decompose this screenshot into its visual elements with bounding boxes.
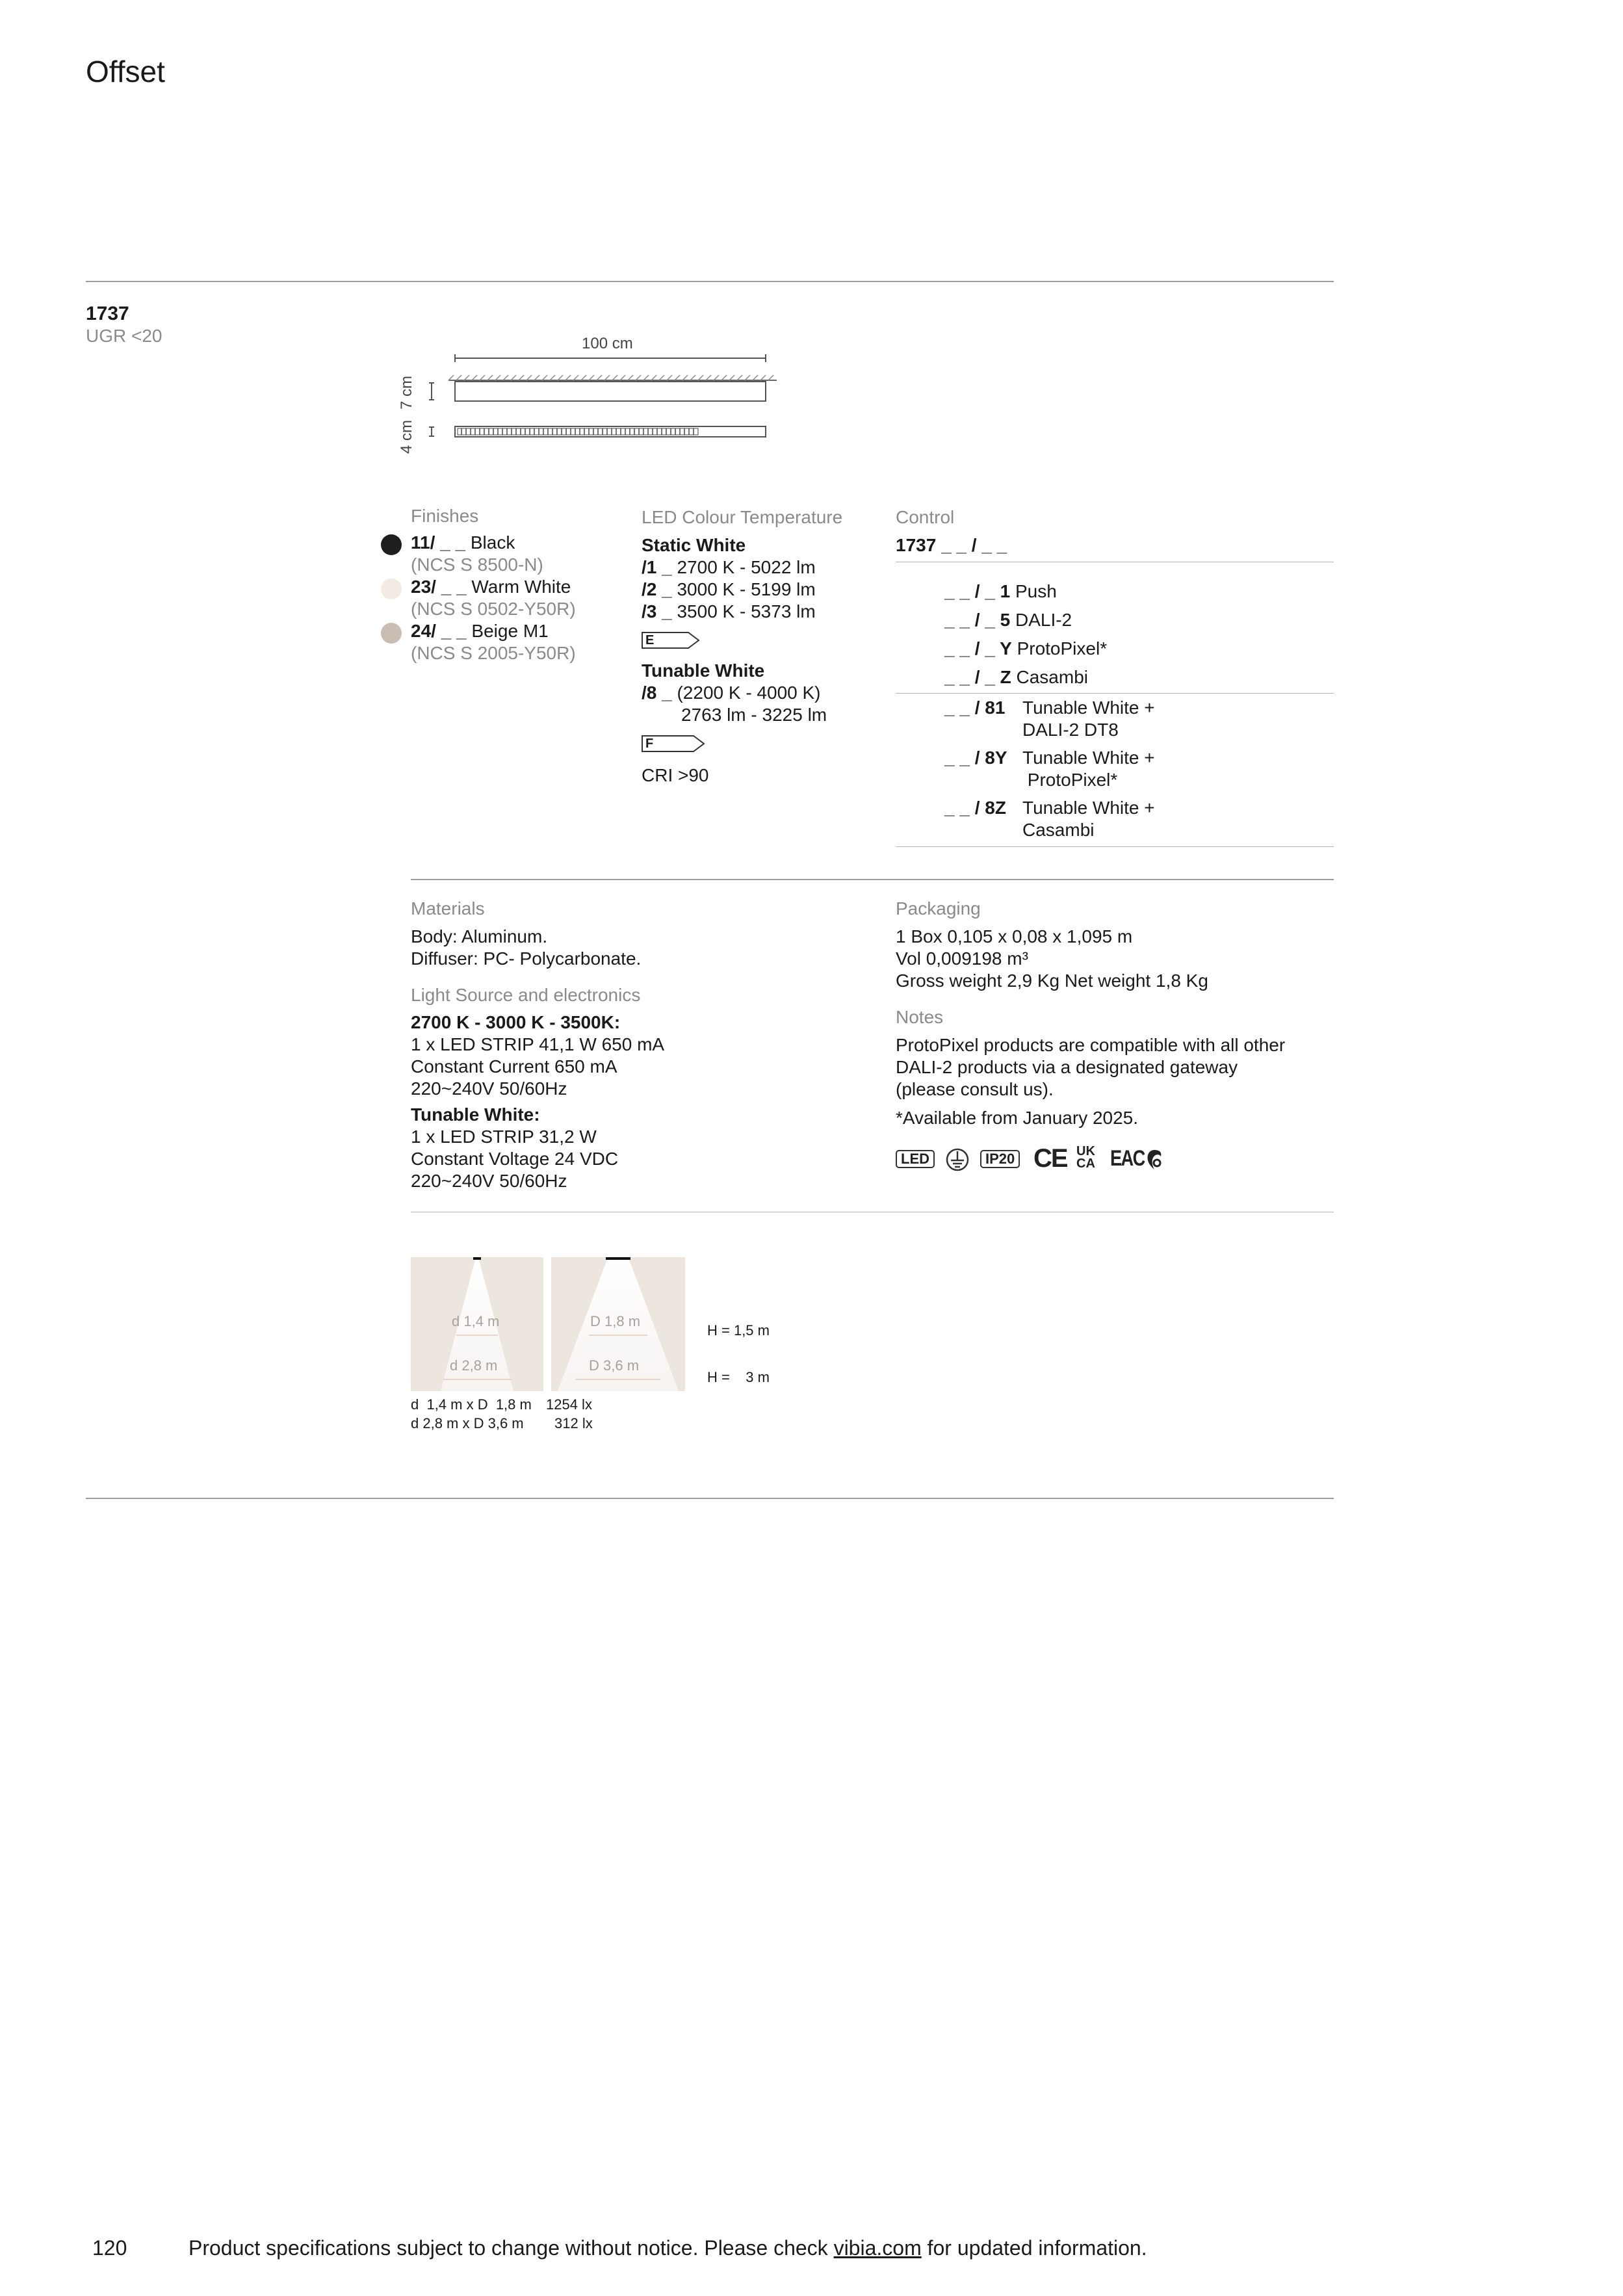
bottom-divider bbox=[86, 1498, 1334, 1499]
top-divider bbox=[86, 281, 1334, 282]
energy-label-f: F bbox=[642, 735, 705, 752]
light-source-static-title: 2700 K - 3000 K - 3500K: bbox=[411, 1012, 621, 1032]
length-label: 100 cm bbox=[582, 335, 633, 352]
recycle-icon bbox=[1144, 1147, 1165, 1172]
control-divider bbox=[896, 693, 1334, 694]
swatch-beige bbox=[381, 623, 402, 644]
notes-line: DALI-2 products via a designated gateway bbox=[896, 1057, 1238, 1077]
notes-line: (please consult us). bbox=[896, 1079, 1054, 1099]
notes-line: ProtoPixel products are compatible with all other bbox=[896, 1035, 1286, 1055]
light-source-line: 1 x LED STRIP 41,1 W 650 mA bbox=[411, 1034, 665, 1054]
control-item: _ _ / _ 5 DALI-2 bbox=[944, 610, 1072, 630]
light-source-heading: Light Source and electronics bbox=[411, 985, 641, 1005]
energy-label-e: E bbox=[642, 632, 700, 649]
photometry-row-2-lux: 312 lx bbox=[554, 1415, 593, 1431]
materials-diffuser: Diffuser: PC- Polycarbonate. bbox=[411, 948, 642, 969]
control-item: _ _ / _ Z Casambi bbox=[944, 667, 1088, 687]
packaging-vol: Vol 0,009198 m³ bbox=[896, 948, 1028, 969]
photometry-row-1-lux: 1254 lx bbox=[546, 1396, 592, 1413]
height-1: H = 1,5 m bbox=[707, 1322, 770, 1338]
footer-note: Product specifications subject to change without notice. Please check vibia.com for updated information. bbox=[188, 2236, 1147, 2260]
finish-item: 11/ _ _ Black bbox=[411, 532, 515, 553]
control-tunable-code: _ _ / 8Z bbox=[944, 798, 1006, 818]
finish-ncs: (NCS S 8500-N) bbox=[411, 554, 543, 575]
cri-value: CRI >90 bbox=[642, 765, 709, 785]
eac-mark-icon: EAC bbox=[1110, 1146, 1145, 1171]
materials-heading: Materials bbox=[411, 898, 485, 919]
swatch-warm-white bbox=[381, 579, 402, 599]
light-source-line: Constant Voltage 24 VDC bbox=[411, 1149, 619, 1169]
swatch-black bbox=[381, 534, 402, 555]
static-item: /3 _ 3500 K - 5373 lm bbox=[642, 601, 816, 621]
control-tunable-line: Tunable White + bbox=[1022, 798, 1155, 818]
dimension-drawing bbox=[398, 328, 780, 458]
led-cert-icon: LED bbox=[896, 1150, 935, 1168]
vibia-link[interactable]: vibia.com bbox=[833, 2236, 922, 2260]
photometry-row-2-dims: d 2,8 m x D 3,6 m bbox=[411, 1415, 524, 1431]
light-source-line: Constant Current 650 mA bbox=[411, 1056, 617, 1076]
beam-diagram-narrow bbox=[411, 1257, 543, 1391]
finish-item: 23/ _ _ Warm White bbox=[411, 577, 571, 597]
notes-heading: Notes bbox=[896, 1007, 944, 1027]
materials-body: Body: Aluminum. bbox=[411, 926, 548, 946]
tunable-item: /8 _ (2200 K - 4000 K) bbox=[642, 683, 821, 703]
control-tunable-line: Tunable White + bbox=[1022, 748, 1155, 768]
control-tunable-code: _ _ / 8Y bbox=[944, 748, 1007, 768]
finishes-heading: Finishes bbox=[411, 506, 479, 526]
finish-ncs: (NCS S 2005-Y50R) bbox=[411, 643, 576, 663]
luminaire-drawing bbox=[403, 328, 780, 458]
height-label: 7 cm bbox=[398, 375, 416, 410]
beam-diagram-wide bbox=[551, 1257, 685, 1391]
led-heading: LED Colour Temperature bbox=[642, 507, 843, 527]
photometry-row-1-dims: d 1,4 m x D 1,8 m bbox=[411, 1396, 532, 1413]
packaging-heading: Packaging bbox=[896, 898, 981, 919]
static-item: /2 _ 3000 K - 5199 lm bbox=[642, 579, 816, 599]
static-item: /1 _ 2700 K - 5022 lm bbox=[642, 557, 816, 577]
depth-label: 4 cm bbox=[398, 419, 416, 454]
control-item: _ _ / _ 1 Push bbox=[944, 581, 1057, 601]
beam-label: D 3,6 m bbox=[589, 1357, 640, 1374]
tunable-lumen: 2763 lm - 3225 lm bbox=[681, 705, 827, 725]
ip20-cert-icon: IP20 bbox=[980, 1150, 1020, 1168]
control-tunable-line: Casambi bbox=[1022, 820, 1095, 840]
tunable-white-title: Tunable White bbox=[642, 660, 765, 681]
notes-line: *Available from January 2025. bbox=[896, 1108, 1139, 1128]
beam-label: d 2,8 m bbox=[450, 1357, 498, 1374]
finish-item: 24/ _ _ Beige M1 bbox=[411, 621, 549, 641]
control-heading: Control bbox=[896, 507, 955, 527]
control-divider bbox=[896, 846, 1334, 847]
control-tunable-code: _ _ / 81 bbox=[944, 698, 1006, 718]
light-source-line: 1 x LED STRIP 31,2 W bbox=[411, 1127, 597, 1147]
page-title: Offset bbox=[86, 55, 165, 88]
ground-icon bbox=[945, 1147, 970, 1172]
ce-mark-icon: CE bbox=[1033, 1144, 1067, 1173]
static-white-title: Static White bbox=[642, 535, 746, 555]
beam-label: d 1,4 m bbox=[452, 1313, 500, 1329]
light-source-line: 220~240V 50/60Hz bbox=[411, 1171, 567, 1191]
light-source-tunable-title: Tunable White: bbox=[411, 1104, 540, 1125]
height-2: H = 3 m bbox=[707, 1369, 770, 1385]
packaging-weight: Gross weight 2,9 Kg Net weight 1,8 Kg bbox=[896, 971, 1208, 991]
control-tunable-line: Tunable White + bbox=[1022, 698, 1155, 718]
beam-label: D 1,8 m bbox=[590, 1313, 641, 1329]
finish-ncs: (NCS S 0502-Y50R) bbox=[411, 599, 576, 619]
product-code: 1737 bbox=[86, 303, 129, 324]
packaging-box: 1 Box 0,105 x 0,08 x 1,095 m bbox=[896, 926, 1133, 946]
control-tunable-line: ProtoPixel* bbox=[1022, 770, 1118, 790]
light-source-line: 220~240V 50/60Hz bbox=[411, 1078, 567, 1099]
page-number: 120 bbox=[92, 2236, 127, 2260]
control-code: 1737 _ _ / _ _ bbox=[896, 535, 1007, 555]
specs-divider bbox=[411, 879, 1334, 880]
control-tunable-line: DALI-2 DT8 bbox=[1022, 720, 1119, 740]
product-ugr: UGR <20 bbox=[86, 326, 162, 346]
control-item: _ _ / _ Y ProtoPixel* bbox=[944, 638, 1108, 659]
ukca-mark-icon: UK CA bbox=[1076, 1144, 1095, 1171]
